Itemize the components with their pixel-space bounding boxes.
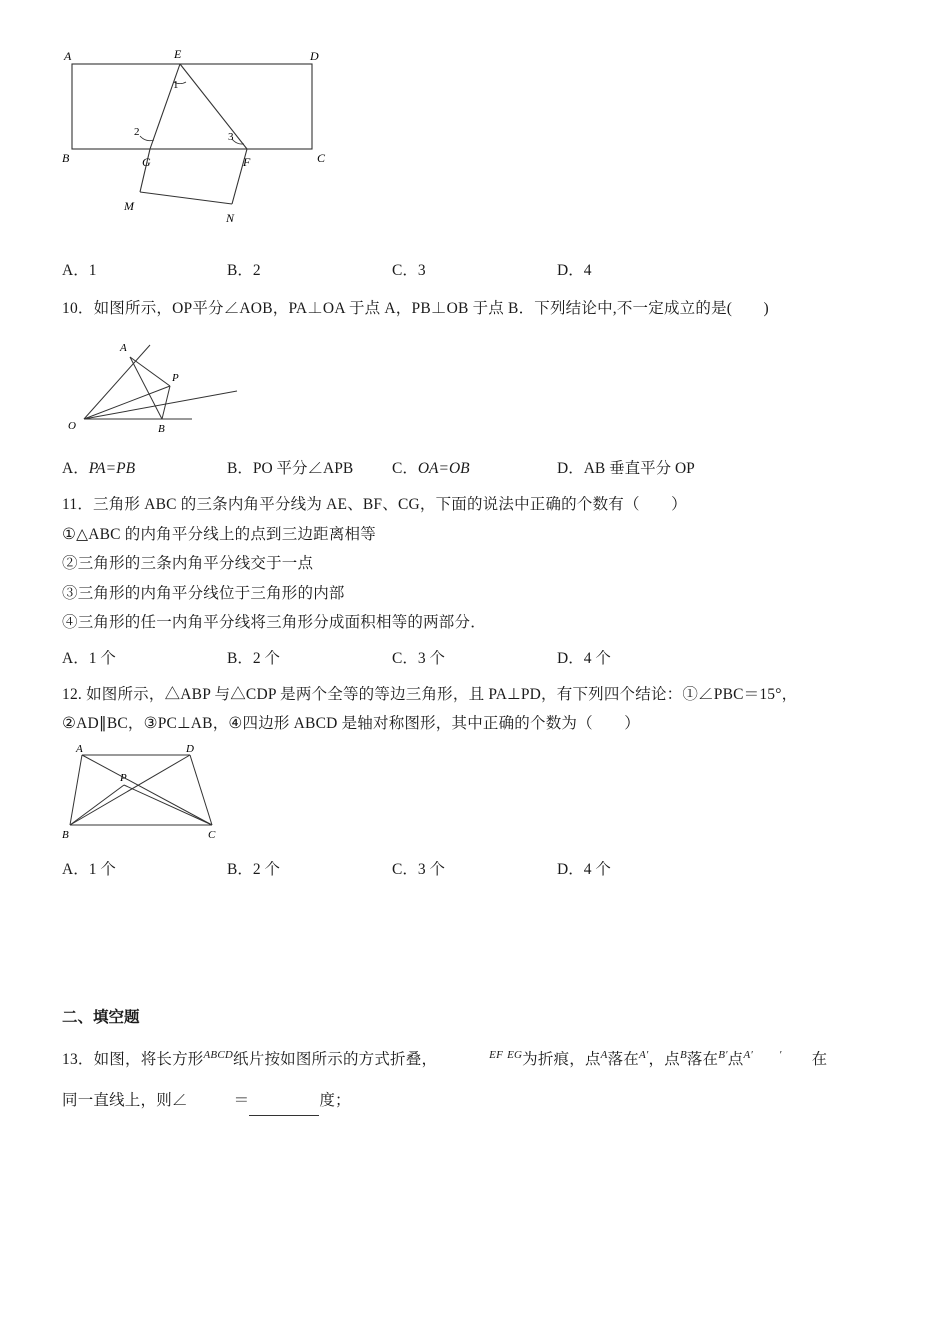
q13-b: B [679, 1048, 687, 1061]
q12-option-d-key: D． [557, 860, 584, 878]
q12-option-b[interactable] [227, 857, 392, 879]
rectangle-folded-figure [62, 44, 362, 234]
q11-option-a-text: 1 个 [88, 649, 116, 667]
q13-stem-line2 [62, 1086, 890, 1115]
svg-text:A: A [76, 742, 83, 755]
svg-text:A: A [64, 49, 72, 63]
svg-text:F: F [243, 155, 251, 169]
quadrilateral-abcd-figure [62, 743, 242, 843]
q10-option-d-text: AB 垂直平分 OP [583, 460, 695, 478]
q13-a1: A′ [639, 1048, 649, 1061]
q12-option-b-text: 2 个 [252, 860, 280, 878]
svg-text:D: D [186, 742, 194, 755]
q11-option-b[interactable] [227, 646, 392, 668]
q9-option-b[interactable] [227, 258, 392, 280]
q9-option-d-text: 4 [583, 262, 592, 279]
q11-option-d-text: 4 个 [583, 649, 611, 667]
q11-stem-text: 三角形 ABC 的三条内角平分线为 AE、BF、CG，下面的说法中正确的个数有（ ） [93, 496, 687, 514]
q10-option-a-text: PA=PB [88, 460, 136, 478]
q12-option-b-key: B． [227, 860, 253, 878]
q11-item-2-text: ②三角形的三条内角平分线交于一点 [62, 555, 314, 573]
svg-text:A: A [120, 342, 127, 355]
q13-p5: ，点 [648, 1050, 680, 1068]
q13-p7: 点 [727, 1050, 744, 1068]
q11-item-4-text: ④三角形的任一内角平分线将三角形分成面积相等的两部分． [62, 614, 486, 632]
q9-options-row [62, 258, 890, 280]
q12-option-d-text: 4 个 [583, 860, 611, 878]
q11-option-c-key: C． [392, 649, 418, 667]
q9-option-a-text: 1 [88, 262, 97, 279]
q11-options-row [62, 646, 890, 668]
q9-option-a[interactable] [62, 258, 227, 280]
q12-option-a-key: A． [62, 860, 89, 878]
angle-bisector-figure [62, 331, 282, 436]
svg-text:P: P [120, 771, 127, 784]
q13-line2-p2: ＝ [233, 1092, 250, 1110]
q11-option-a[interactable] [62, 646, 227, 668]
q11-item-1 [62, 520, 890, 549]
q13-stem-line1 [62, 1045, 890, 1075]
svg-text:C: C [317, 151, 326, 165]
svg-text:O: O [68, 420, 76, 433]
q12-option-c-key: C． [392, 860, 418, 878]
q11-item-3 [62, 579, 890, 608]
q10-options-row [62, 456, 890, 478]
q10-option-d[interactable] [557, 456, 695, 478]
q11-option-b-key: B． [227, 649, 253, 667]
q10-option-b-key: B． [227, 460, 253, 478]
svg-text:3: 3 [228, 131, 234, 143]
svg-text:M: M [124, 199, 134, 213]
q13-ef: EF [489, 1048, 503, 1061]
q11-number: 11． [62, 496, 94, 514]
q9-option-b-key: B． [227, 262, 253, 279]
svg-text:C: C [208, 828, 216, 841]
q10-option-c[interactable] [392, 456, 557, 478]
q13-p2: 纸片按如图所示的方式折叠， [233, 1050, 438, 1068]
q13-p6: 落在 [686, 1050, 719, 1068]
svg-text:G: G [142, 155, 151, 169]
section-2-title: 二、填空题 [62, 1008, 140, 1026]
figure-9-container [62, 44, 890, 234]
svg-text:P: P [172, 372, 179, 385]
q13-answer-blank[interactable] [249, 1099, 319, 1116]
q12-option-a[interactable] [62, 857, 227, 879]
q13-p3: 为折痕，点 [522, 1050, 601, 1068]
q10-stem-text: 10．如图所示，OP平分∠AOB，PA⊥OA 于点 A，PB⊥OB 于点 B．下列结论中,不一定成立的是( ) [62, 300, 769, 317]
q9-option-b-text: 2 [252, 262, 261, 279]
q10-option-c-key: C． [392, 460, 418, 478]
q11-option-d[interactable] [557, 646, 611, 668]
q11-item-3-text: ③三角形的内角平分线位于三角形的内部 [62, 584, 345, 602]
svg-text:B: B [62, 828, 69, 841]
q12-stem-line2 [62, 709, 890, 738]
q13-number: 13． [62, 1050, 94, 1068]
q9-option-a-key: A． [62, 262, 89, 279]
q12-options-row [62, 857, 890, 879]
q13-p9: 在 [811, 1050, 828, 1068]
q9-option-c[interactable] [392, 258, 557, 280]
svg-text:N: N [226, 211, 235, 225]
q9-option-c-key: C． [392, 262, 418, 279]
svg-text:B: B [62, 151, 70, 165]
q11-option-d-key: D． [557, 649, 584, 667]
section-2-heading [62, 1005, 890, 1027]
q13-p1: 如图，将长方形 [93, 1050, 204, 1068]
q13-abcd: ABCD [203, 1048, 234, 1061]
q13-line2-p1: 同一直线上，则∠ [62, 1092, 188, 1110]
q10-stem [62, 294, 890, 323]
q11-item-2 [62, 549, 890, 578]
q11-item-4 [62, 608, 890, 637]
q12-option-d[interactable] [557, 857, 611, 879]
svg-text:D: D [310, 49, 319, 63]
q10-option-d-key: D． [557, 460, 584, 478]
q10-option-b-text: PO 平分∠APB [252, 460, 354, 478]
q9-option-d[interactable] [557, 258, 591, 280]
q11-stem [62, 490, 890, 519]
q12-option-c[interactable] [392, 857, 557, 879]
svg-text:B: B [158, 423, 165, 436]
figure-10-container [62, 331, 890, 436]
q13-p8: ′ [779, 1048, 782, 1061]
q10-option-a[interactable] [62, 456, 227, 478]
q13-a2: A′ [743, 1048, 754, 1061]
q13-eg: EG [507, 1048, 523, 1061]
q10-option-c-text: OA=OB [417, 460, 470, 478]
q12-option-c-text: 3 个 [417, 860, 445, 878]
page-content [62, 44, 890, 1116]
q10-option-b[interactable] [227, 456, 392, 478]
q13-p4: 落在 [607, 1050, 639, 1068]
q12-stem-line1 [62, 680, 890, 709]
q11-item-1-text: ①△ABC 的内角平分线上的点到三边距离相等 [62, 525, 376, 543]
q11-option-c-text: 3 个 [417, 649, 445, 667]
q11-option-c[interactable] [392, 646, 557, 668]
figure-12-container [62, 743, 890, 843]
svg-text:1: 1 [173, 79, 179, 91]
q13-a: A [600, 1048, 608, 1061]
q12-line2-text: ②AD∥BC，③PC⊥AB，④四边形 ABCD 是轴对称图形，其中正确的个数为（ ） [62, 715, 640, 733]
svg-text:E: E [174, 47, 182, 61]
q9-option-c-text: 3 [417, 262, 426, 279]
q11-option-a-key: A． [62, 649, 89, 667]
q12-number: 12. [62, 685, 82, 703]
q10-option-a-key: A． [62, 460, 89, 478]
q13-b1: B′ [718, 1048, 728, 1061]
q13-line2-p3: 度； [319, 1092, 351, 1110]
q11-option-b-text: 2 个 [252, 649, 280, 667]
q12-line1-text: 如图所示，△ABP 与△CDP 是两个全等的等边三角形，且 PA⊥PD，有下列四个结论：①∠PBC＝15°， [86, 685, 798, 703]
q9-option-d-key: D． [557, 262, 584, 279]
svg-text:2: 2 [134, 126, 140, 138]
q12-option-a-text: 1 个 [88, 860, 116, 878]
